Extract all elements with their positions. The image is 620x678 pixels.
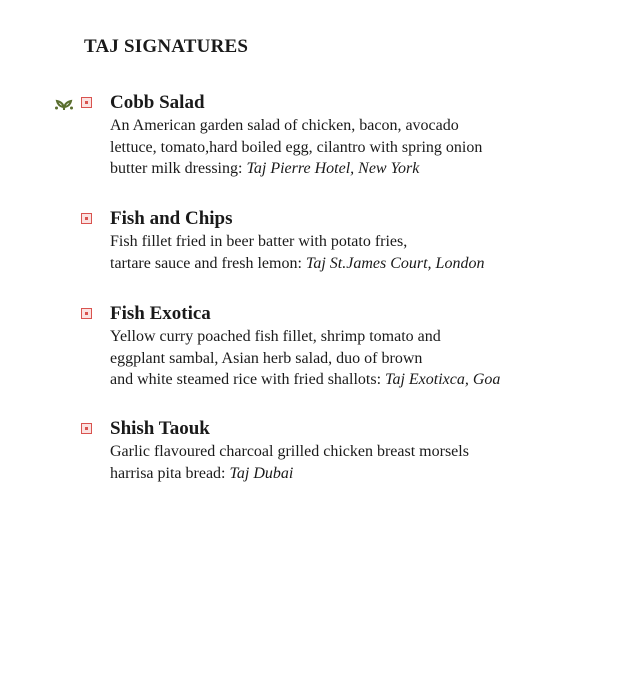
- square-bullet-icon: [81, 213, 92, 224]
- item-description: [110, 231, 600, 274]
- menu-item-cobb-salad: [110, 91, 600, 180]
- description-line: Garlic flavoured charcoal grilled chicken breast morsels: [110, 443, 469, 460]
- item-name: Shish Taouk: [110, 418, 210, 439]
- item-description: [110, 115, 600, 180]
- menu-item-fish-exotica: [110, 302, 600, 391]
- description-line: [110, 369, 600, 391]
- menu-item-fish-and-chips: [110, 207, 600, 274]
- item-description: [110, 326, 600, 391]
- item-name: Fish and Chips: [110, 208, 233, 229]
- description-line: Fish fillet fried in beer batter with potato fries,: [110, 233, 408, 250]
- description-line: An American garden salad of chicken, bacon, avocado: [110, 117, 459, 134]
- square-bullet-icon: [81, 308, 92, 319]
- description-line: [110, 158, 600, 180]
- sprout-icon: [54, 98, 74, 110]
- description-line: [110, 253, 600, 275]
- description-line: lettuce, tomato,hard boiled egg, cilantro with spring onion: [110, 138, 483, 156]
- section-title: TAJ SIGNATURES: [84, 36, 249, 57]
- square-bullet-icon: [81, 423, 92, 434]
- item-origin: Taj Pierre Hotel, New York: [246, 160, 420, 177]
- description-text: tartare sauce and fresh lemon:: [110, 254, 306, 272]
- square-bullet-icon: [81, 97, 92, 108]
- description-text: harrisa pita bread:: [110, 464, 230, 482]
- menu-item-shish-taouk: [110, 417, 600, 484]
- item-origin: Taj St.James Court, London: [305, 254, 485, 272]
- description-line: [110, 463, 600, 485]
- item-description: [110, 441, 600, 484]
- description-line: Yellow curry poached fish fillet, shrimp tomato and: [110, 328, 441, 345]
- item-origin: Taj Dubai: [229, 464, 294, 482]
- description-line: eggplant sambal, Asian herb salad, duo of brown: [110, 349, 423, 367]
- description-text: butter milk dressing:: [110, 160, 247, 177]
- item-name: Fish Exotica: [110, 303, 211, 324]
- item-origin: Taj Exotixca, Goa: [385, 371, 501, 388]
- item-name: Cobb Salad: [110, 92, 205, 113]
- description-text: and white steamed rice with fried shallots:: [110, 371, 386, 388]
